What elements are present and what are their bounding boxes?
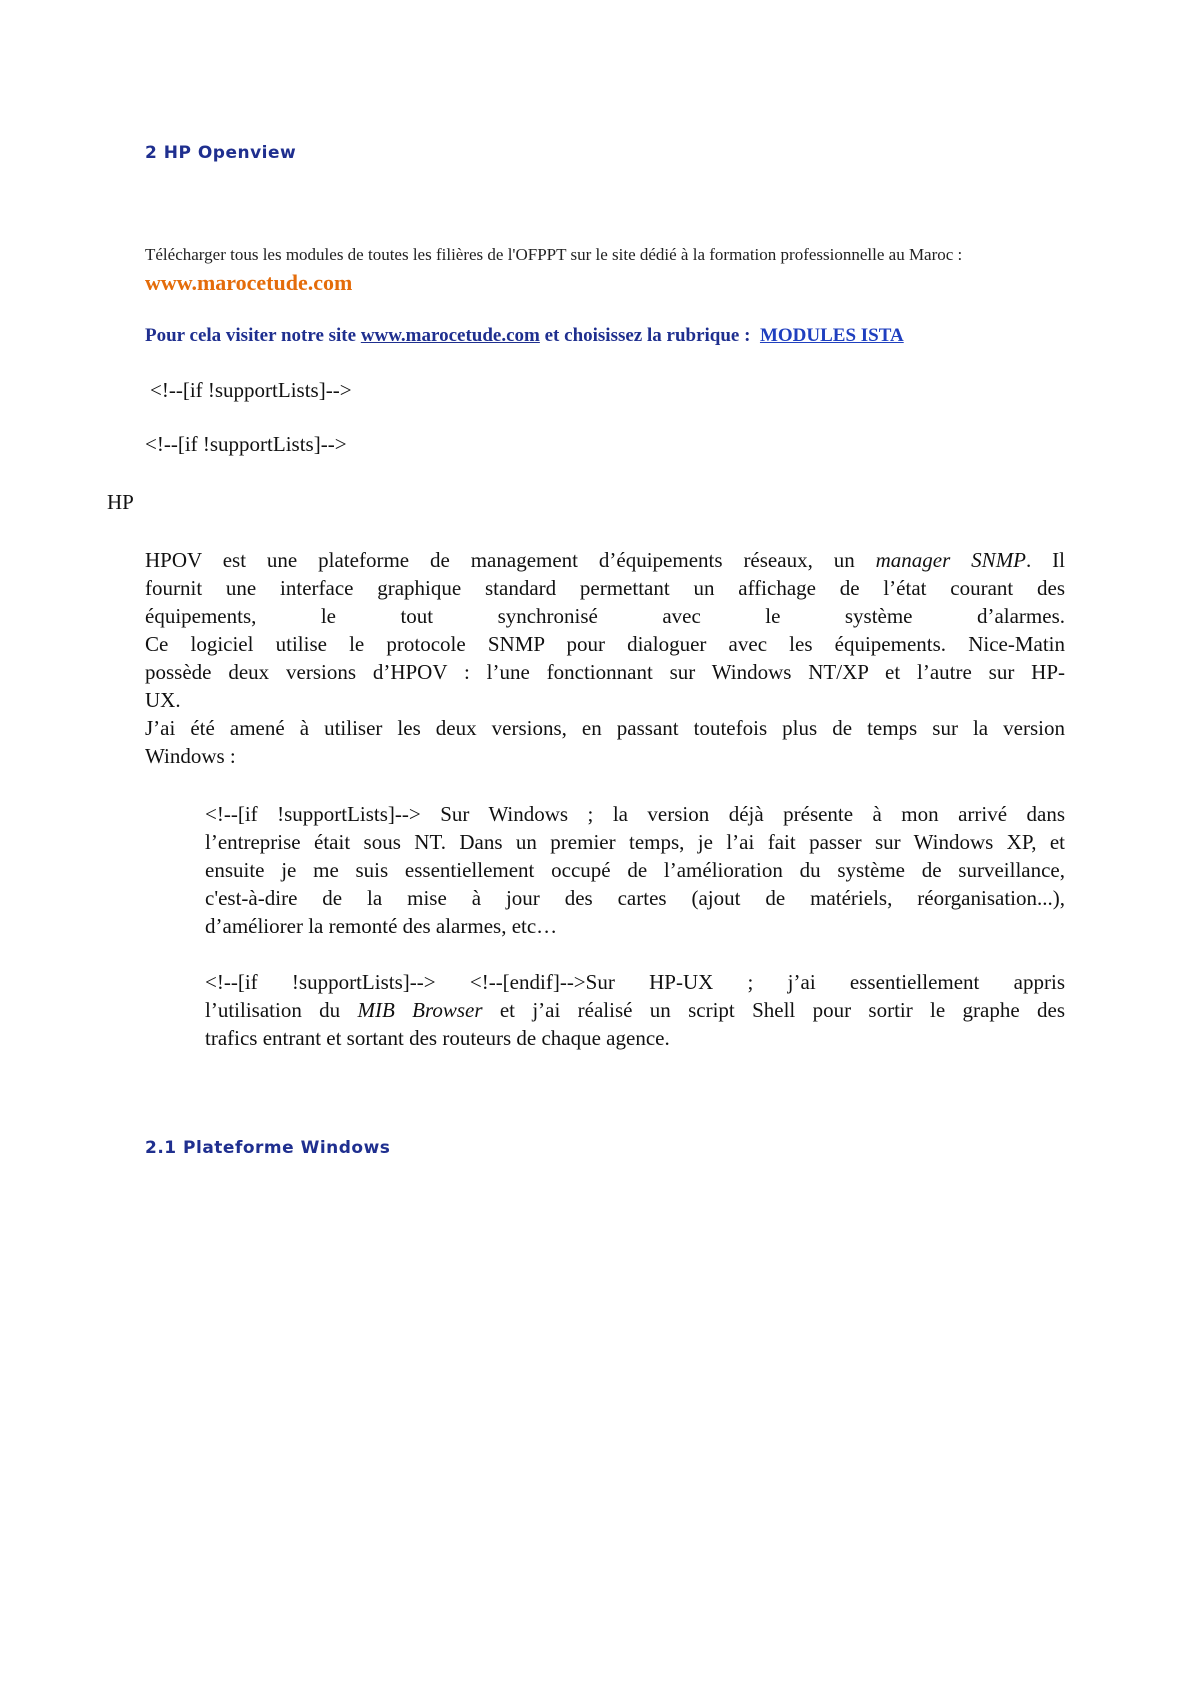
visit-prefix: Pour cela visiter notre site bbox=[145, 325, 357, 346]
visit-line bbox=[145, 325, 904, 347]
paragraph-line: UX. bbox=[145, 688, 181, 712]
marocetude-link[interactable]: www.marocetude.com bbox=[360, 325, 540, 346]
bullet-line: d’améliorer la remonté des alarmes, etc… bbox=[205, 914, 558, 938]
conditional-comment-2: <!--[if !supportLists]--> bbox=[145, 432, 347, 456]
hpov-paragraph bbox=[145, 546, 1065, 770]
bullet-text: et j’ai réalisé un script Shell pour sortir le graphe des bbox=[499, 998, 1065, 1022]
paragraph-line: équipements, le tout synchronisé avec le système d’alarmes. bbox=[145, 604, 1065, 628]
modules-ista-link[interactable]: MODULES ISTA bbox=[759, 325, 904, 346]
bullet-text: l’utilisation du bbox=[205, 998, 341, 1022]
hp-label: HP bbox=[107, 490, 134, 514]
bullet-line: ensuite je me suis essentiellement occupé de l’amélioration du système de surveillance, bbox=[205, 858, 1065, 882]
paragraph-line bbox=[145, 546, 1065, 574]
paragraph-line: Windows : bbox=[145, 744, 236, 768]
mib-browser-term: MIB Browser bbox=[357, 998, 483, 1022]
windows-bullet bbox=[205, 800, 1065, 940]
section-heading: 2 HP Openview bbox=[145, 143, 297, 163]
bullet-line: <!--[if !supportLists]--> <!--[endif]-->Sur HP-UX ; j’ai essentiellement appris bbox=[205, 970, 1065, 994]
bullet-line: c'est-à-dire de la mise à jour des cartes (ajout de matériels, réorganisation...), bbox=[205, 886, 1065, 910]
paragraph-line: fournit une interface graphique standard permettant un affichage de l’état courant des bbox=[145, 576, 1065, 600]
bullet-line bbox=[205, 996, 1065, 1024]
subsection-heading: 2.1 Plateforme Windows bbox=[145, 1138, 391, 1158]
download-site-label: www.marocetude.com bbox=[145, 270, 353, 295]
download-notice-text: Télécharger tous les modules de toutes les filières de l'OFPPT sur le site dédié à la formation professionnelle au Maroc : bbox=[145, 245, 963, 264]
visit-middle: et choisissez la rubrique : bbox=[544, 325, 751, 346]
paragraph-text: . Il bbox=[1026, 548, 1065, 572]
bullet-line: l’entreprise était sous NT. Dans un premier temps, je l’ai fait passer sur Windows XP, et bbox=[205, 830, 1065, 854]
bullet-line: trafics entrant et sortant des routeurs de chaque agence. bbox=[205, 1026, 670, 1050]
paragraph-line: possède deux versions d’HPOV : l’une fonctionnant sur Windows NT/XP et l’autre sur HP- bbox=[145, 660, 1065, 684]
paragraph-line: J’ai été amené à utiliser les deux versions, en passant toutefois plus de temps sur la version bbox=[145, 716, 1065, 740]
paragraph-text: HPOV est une plateforme de management d’équipements réseaux, un bbox=[145, 548, 855, 572]
paragraph-line: Ce logiciel utilise le protocole SNMP pour dialoguer avec les équipements. Nice-Matin bbox=[145, 632, 1065, 656]
conditional-comment-1: <!--[if !supportLists]--> bbox=[150, 378, 352, 402]
hpux-bullet bbox=[205, 968, 1065, 1052]
manager-snmp-term: manager SNMP bbox=[875, 548, 1027, 572]
bullet-line: <!--[if !supportLists]--> Sur Windows ; la version déjà présente à mon arrivé dans bbox=[205, 802, 1065, 826]
